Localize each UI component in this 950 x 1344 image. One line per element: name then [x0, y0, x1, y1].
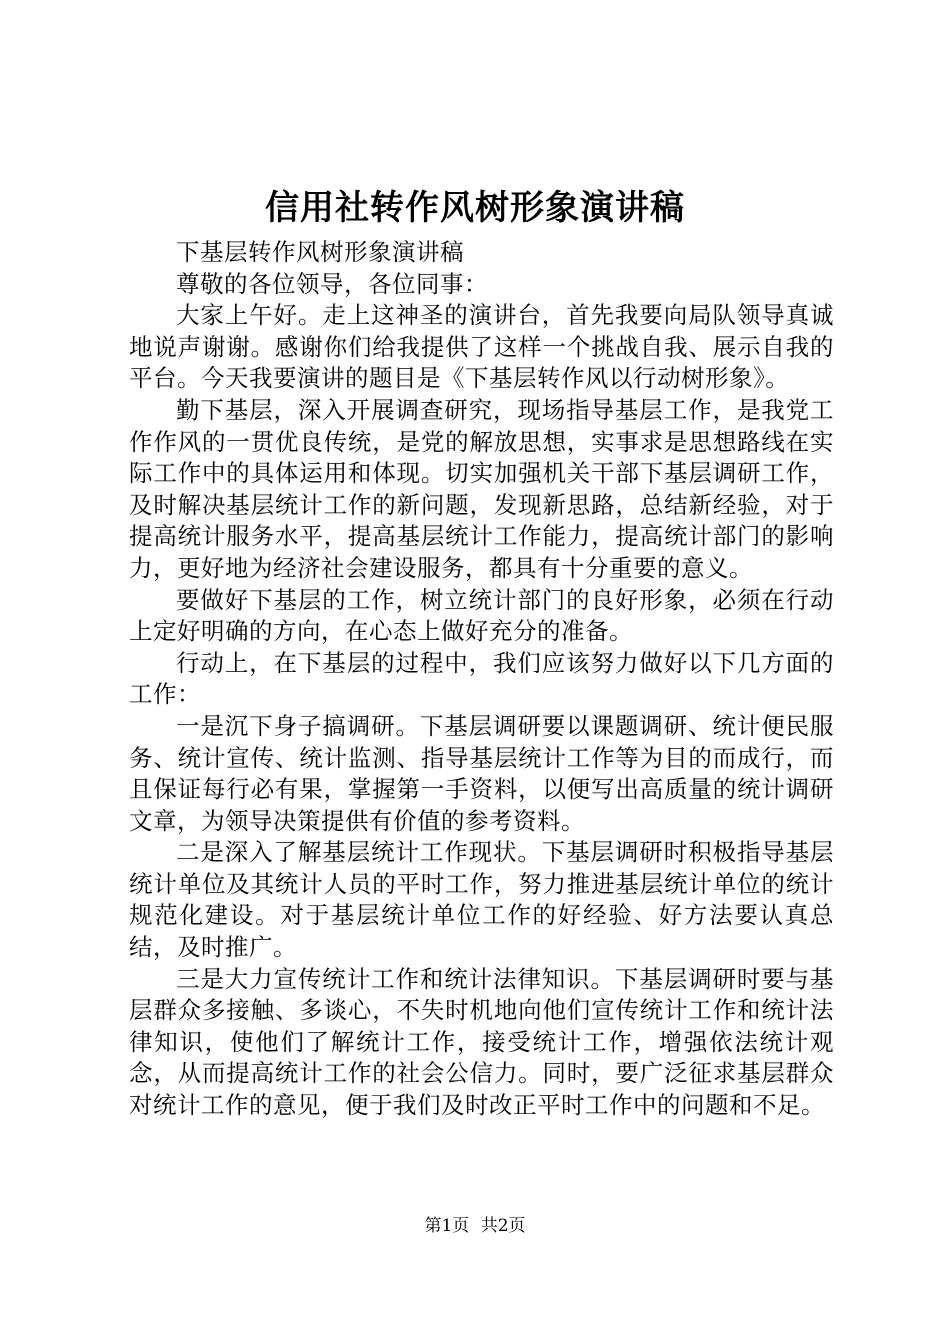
paragraph: 二是深入了解基层统计工作现状。下基层调研时积极指导基层统计单位及其统计人员的平时工作，努力推进基层统计单位的统计规范化建设。对于基层统计单位工作的好经验、好方法要认真总结，及时推广。 — [129, 838, 834, 962]
document-body — [129, 237, 834, 1122]
paragraph: 下基层转作风树形象演讲稿 — [176, 238, 464, 266]
paragraph: 勤下基层，深入开展调查研究，现场指导基层工作，是我党工作作风的一贯优良传统，是党的解放思想，实事求是思想路线在实际工作中的具体运用和体现。切实加强机关干部下基层调研工作，及时解决基层统计工作的新问题，发现新思路，总结新经验，对于提高统计服务水平，提高基层统计工作能力，提高统计部门的影响力，更好地为经济社会建设服务，都具有十分重要的意义。 — [129, 395, 834, 582]
paragraph: 一是沉下身子搞调研。下基层调研要以课题调研、统计便民服务、统计宣传、统计监测、指导基层统计工作等为目的而成行，而且保证每行必有果，掌握第一手资料，以便写出高质量的统计调研文章，为领导决策提供有价值的参考资料。 — [129, 711, 834, 835]
page-total: 共2页 — [480, 1216, 526, 1236]
paragraph: 行动上，在下基层的过程中，我们应该努力做好以下几方面的工作： — [129, 648, 834, 709]
page-footer — [0, 1215, 950, 1237]
paragraph: 要做好下基层的工作，树立统计部门的良好形象，必须在行动上定好明确的方向，在心态上做好充分的准备。 — [129, 585, 834, 646]
page-number: 第1页 — [424, 1216, 470, 1236]
paragraph: 大家上午好。走上这神圣的演讲台，首先我要向局队领导真诚地说声谢谢。感谢你们给我提供了这样一个挑战自我、展示自我的平台。今天我要演讲的题目是《下基层转作风以行动树形象》。 — [129, 301, 834, 393]
paragraph: 三是大力宣传统计工作和统计法律知识。下基层调研时要与基层群众多接触、多谈心，不失时机地向他们宣传统计工作和统计法律知识，使他们了解统计工作，接受统计工作，增强依法统计观念，从而提高统计工作的社会公信力。同时，要广泛征求基层群众对统计工作的意见，便于我们及时改正平时工作中的问题和不足。 — [129, 964, 834, 1120]
paragraph: 尊敬的各位领导，各位同事： — [176, 269, 488, 298]
document-title: 信用社转作风树形象演讲稿 — [265, 188, 685, 228]
